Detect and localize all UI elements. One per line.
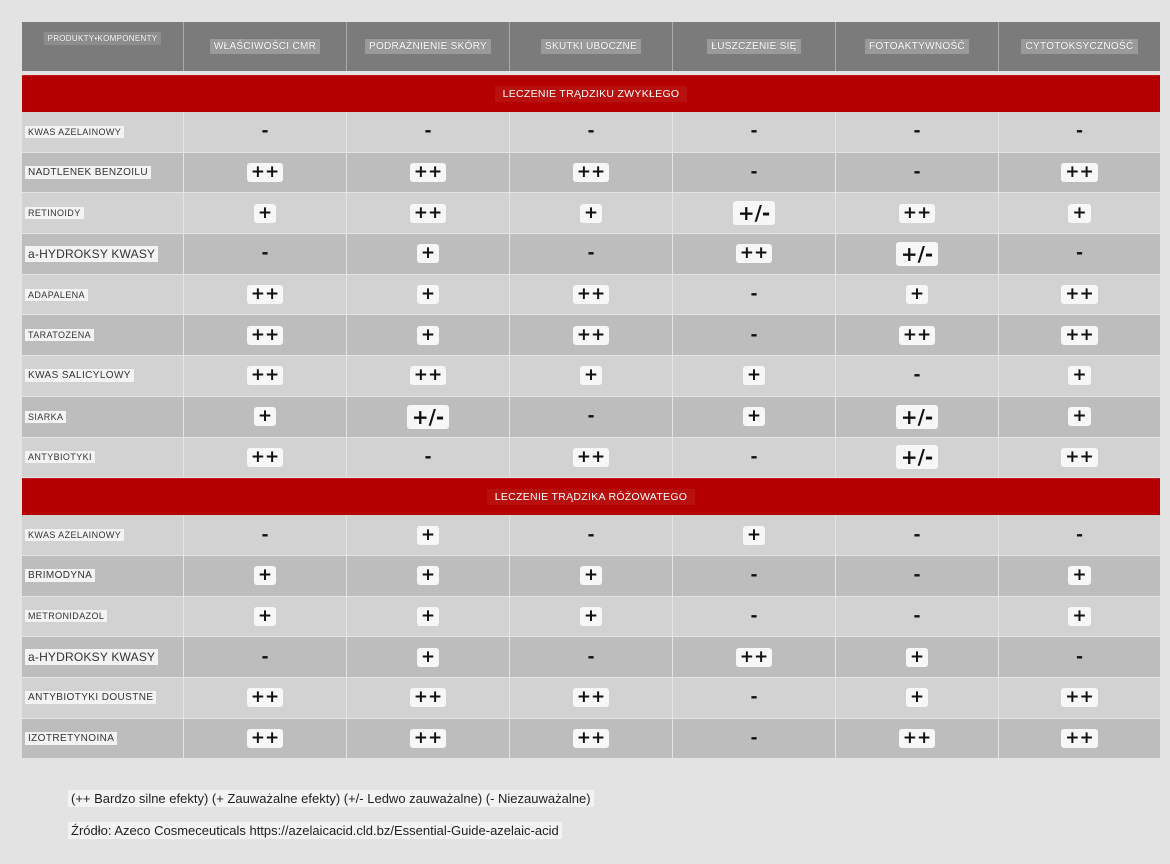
rating-cell <box>999 597 1160 637</box>
rating-cell <box>347 315 510 355</box>
rating-cell <box>347 193 510 233</box>
rating-cell <box>836 719 999 759</box>
rating-value: - <box>750 565 758 586</box>
rating-value: + <box>1068 566 1090 585</box>
table-row <box>22 356 1160 397</box>
rating-cell <box>673 275 836 315</box>
header-cell-products <box>22 22 184 71</box>
rating-value: +/- <box>896 445 938 469</box>
rating-value: - <box>913 121 921 142</box>
table-row <box>22 719 1160 760</box>
rating-value: + <box>580 566 602 585</box>
header-label: CYTOTOKSYCZNOŚĆ <box>1021 39 1137 54</box>
rating-value: + <box>417 566 439 585</box>
rating-cell <box>999 315 1160 355</box>
rating-value: ++ <box>247 326 284 345</box>
rating-cell <box>510 637 673 677</box>
rating-cell <box>347 597 510 637</box>
rating-value: ++ <box>410 729 447 748</box>
rating-value: - <box>1075 243 1084 264</box>
rating-value: + <box>417 648 439 667</box>
rating-value: ++ <box>899 204 936 223</box>
rating-cell <box>673 637 836 677</box>
rating-cell <box>673 597 836 637</box>
rating-cell <box>510 397 673 437</box>
rating-cell <box>347 397 510 437</box>
rating-value: ++ <box>247 163 284 182</box>
product-cell <box>22 597 184 637</box>
rating-cell <box>836 597 999 637</box>
rating-cell <box>184 637 347 677</box>
rating-value: ++ <box>899 326 936 345</box>
rating-cell <box>510 193 673 233</box>
rating-value: ++ <box>573 163 610 182</box>
rating-cell <box>836 234 999 274</box>
rating-value: - <box>913 365 921 386</box>
rating-value: ++ <box>247 285 284 304</box>
rating-cell <box>184 397 347 437</box>
rating-value: - <box>913 524 921 545</box>
rating-cell <box>673 515 836 555</box>
table-header-row <box>22 22 1160 71</box>
rating-value: + <box>1068 407 1090 426</box>
rating-value: - <box>750 121 758 142</box>
rating-cell <box>510 678 673 718</box>
rating-value: + <box>1068 607 1090 626</box>
rating-cell <box>347 556 510 596</box>
product-name: METRONIDAZOL <box>25 610 107 622</box>
product-name: SIARKA <box>25 411 66 423</box>
rating-cell <box>673 193 836 233</box>
rating-value: ++ <box>736 244 773 263</box>
rating-cell <box>999 193 1160 233</box>
rating-cell <box>999 356 1160 396</box>
product-name: TARATOZENA <box>25 329 94 341</box>
rating-value: - <box>587 406 595 427</box>
rating-cell <box>999 678 1160 718</box>
rating-cell <box>836 315 999 355</box>
rating-value: - <box>587 646 595 667</box>
rating-value: - <box>587 121 595 142</box>
rating-value: - <box>913 162 921 183</box>
rating-value: ++ <box>247 729 284 748</box>
rating-cell <box>999 275 1160 315</box>
rating-value: ++ <box>899 729 936 748</box>
rating-value: +/- <box>733 201 775 225</box>
product-name: RETINOIDY <box>25 207 84 219</box>
section-header <box>22 75 1160 112</box>
table-row <box>22 637 1160 678</box>
rating-value: ++ <box>410 688 447 707</box>
rating-value: ++ <box>1061 448 1098 467</box>
section-title: LECZENIE TRĄDZIKA RÓŻOWATEGO <box>487 489 696 505</box>
rating-value: + <box>417 326 439 345</box>
rating-cell <box>999 719 1160 759</box>
rating-value: - <box>1075 121 1084 142</box>
header-label: PRODUKTY•KOMPONENTY <box>44 32 162 45</box>
rating-cell <box>347 112 510 152</box>
rating-value: - <box>1075 646 1084 667</box>
rating-cell <box>184 438 347 478</box>
product-name: KWAS AZELAINOWY <box>25 126 124 138</box>
rating-value: ++ <box>1061 729 1098 748</box>
rating-cell <box>510 153 673 193</box>
product-cell <box>22 438 184 478</box>
rating-cell <box>510 556 673 596</box>
rating-value: ++ <box>410 204 447 223</box>
rating-value: +/- <box>896 242 938 266</box>
rating-cell <box>673 315 836 355</box>
product-name: KWAS SALICYLOWY <box>25 369 134 382</box>
rating-cell <box>184 597 347 637</box>
rating-cell <box>836 112 999 152</box>
rating-value: - <box>750 162 758 183</box>
rating-cell <box>673 556 836 596</box>
header-cell-irritation <box>347 22 510 71</box>
rating-cell <box>836 438 999 478</box>
rating-value: ++ <box>247 366 284 385</box>
rating-value: - <box>750 446 758 467</box>
rating-value: - <box>913 605 921 626</box>
product-name: BRIMODYNA <box>25 569 95 582</box>
rating-value: + <box>417 244 439 263</box>
rating-cell <box>184 234 347 274</box>
rating-value: + <box>254 607 276 626</box>
product-cell <box>22 678 184 718</box>
rating-cell <box>836 556 999 596</box>
rating-cell <box>836 515 999 555</box>
product-name: IZOTRETYNOINA <box>25 732 117 745</box>
rating-cell <box>184 356 347 396</box>
section-header <box>22 478 1160 515</box>
rating-cell <box>510 275 673 315</box>
table-row <box>22 315 1160 356</box>
rating-cell <box>999 153 1160 193</box>
product-cell <box>22 719 184 759</box>
header-cell-cytotoxicity <box>999 22 1160 71</box>
rating-value: ++ <box>247 448 284 467</box>
product-name: NADTLENEK BENZOILU <box>25 166 151 179</box>
header-cell-side-effects <box>510 22 673 71</box>
header-cell-photoactivity <box>836 22 999 71</box>
rating-value: - <box>750 284 758 305</box>
rating-value: ++ <box>573 285 610 304</box>
rating-cell <box>347 438 510 478</box>
rating-cell <box>673 719 836 759</box>
rating-value: ++ <box>410 163 447 182</box>
rating-cell <box>673 234 836 274</box>
rating-cell <box>347 275 510 315</box>
rating-cell <box>999 397 1160 437</box>
table-row <box>22 438 1160 479</box>
product-name: ANTYBIOTYKI DOUSTNE <box>25 691 156 704</box>
table-row <box>22 515 1160 556</box>
rating-cell <box>184 315 347 355</box>
rating-cell <box>510 438 673 478</box>
rating-cell <box>184 678 347 718</box>
product-cell <box>22 556 184 596</box>
rating-cell <box>510 356 673 396</box>
rating-value: + <box>254 204 276 223</box>
rating-cell <box>673 438 836 478</box>
rating-cell <box>347 719 510 759</box>
rating-cell <box>510 515 673 555</box>
rating-value: + <box>1068 204 1090 223</box>
table-row <box>22 112 1160 153</box>
source-text: Źródło: Azeco Cosmeceuticals https://azelaicacid.cld.bz/Essential-Guide-azelaic-acid <box>68 822 562 839</box>
rating-cell <box>510 234 673 274</box>
rating-cell <box>999 438 1160 478</box>
rating-value: + <box>417 285 439 304</box>
rating-value: - <box>587 243 595 264</box>
rating-cell <box>673 112 836 152</box>
header-cell-peeling <box>673 22 836 71</box>
rating-value: ++ <box>573 448 610 467</box>
rating-value: + <box>580 204 602 223</box>
table-row <box>22 275 1160 316</box>
rating-cell <box>184 515 347 555</box>
rating-value: ++ <box>736 648 773 667</box>
product-cell <box>22 397 184 437</box>
product-cell <box>22 356 184 396</box>
rating-value: - <box>261 121 269 142</box>
header-cell-cmr <box>184 22 347 71</box>
header-label: ŁUSZCZENIE SIĘ <box>707 39 800 54</box>
product-cell <box>22 275 184 315</box>
rating-cell <box>184 556 347 596</box>
table-row <box>22 678 1160 719</box>
product-cell <box>22 153 184 193</box>
rating-cell <box>999 112 1160 152</box>
rating-cell <box>347 153 510 193</box>
product-cell <box>22 193 184 233</box>
table-row <box>22 597 1160 638</box>
rating-cell <box>999 637 1160 677</box>
product-cell <box>22 637 184 677</box>
product-name: KWAS AZELAINOWY <box>25 529 124 541</box>
product-name: a-HYDROKSY KWASY <box>25 246 158 262</box>
rating-cell <box>836 153 999 193</box>
rating-cell <box>836 193 999 233</box>
rating-value: +/- <box>407 405 449 429</box>
rating-cell <box>347 515 510 555</box>
rating-cell <box>673 397 836 437</box>
rating-cell <box>836 356 999 396</box>
rating-cell <box>184 193 347 233</box>
legend-text: (++ Bardzo silne efekty) (+ Zauważalne efekty) (+/- Ledwo zauważalne) (- Niezauważalne) <box>68 790 594 807</box>
header-label: FOTOAKTYWNOŚĆ <box>865 39 969 54</box>
rating-cell <box>836 275 999 315</box>
rating-value: ++ <box>247 688 284 707</box>
rating-cell <box>347 637 510 677</box>
rating-value: - <box>424 121 432 142</box>
header-label: PODRAŻNIENIE SKÓRY <box>365 39 491 54</box>
table-row <box>22 153 1160 194</box>
rating-cell <box>184 112 347 152</box>
rating-cell <box>184 275 347 315</box>
rating-cell <box>347 234 510 274</box>
header-label: WŁAŚCIWOŚCI CMR <box>210 39 320 54</box>
rating-value: + <box>1068 366 1090 385</box>
rating-value: - <box>750 727 758 748</box>
rating-cell <box>999 556 1160 596</box>
rating-cell <box>999 515 1160 555</box>
product-cell <box>22 515 184 555</box>
rating-cell <box>347 678 510 718</box>
rating-cell <box>999 234 1160 274</box>
rating-value: + <box>580 366 602 385</box>
rating-value: + <box>906 285 928 304</box>
rating-value: - <box>1075 524 1084 545</box>
table-row <box>22 193 1160 234</box>
rating-cell <box>510 597 673 637</box>
rating-value: + <box>906 688 928 707</box>
section-title: LECZENIE TRĄDZIKU ZWYKŁEGO <box>495 86 688 102</box>
table-row <box>22 234 1160 275</box>
rating-value: + <box>743 407 765 426</box>
rating-value: + <box>417 526 439 545</box>
rating-value: - <box>750 324 758 345</box>
rating-value: + <box>254 566 276 585</box>
rating-value: ++ <box>1061 163 1098 182</box>
product-cell <box>22 315 184 355</box>
rating-value: - <box>261 243 269 264</box>
rating-value: + <box>743 366 765 385</box>
rating-cell <box>673 678 836 718</box>
product-name: a-HYDROKSY KWASY <box>25 649 158 665</box>
rating-value: - <box>261 646 269 667</box>
rating-cell <box>510 112 673 152</box>
rating-value: - <box>587 524 595 545</box>
rating-value: +/- <box>896 405 938 429</box>
rating-value: ++ <box>1061 688 1098 707</box>
rating-cell <box>673 356 836 396</box>
rating-value: ++ <box>1061 326 1098 345</box>
rating-value: - <box>424 446 432 467</box>
rating-value: ++ <box>573 326 610 345</box>
product-cell <box>22 112 184 152</box>
rating-value: - <box>750 687 758 708</box>
rating-value: ++ <box>573 688 610 707</box>
rating-value: ++ <box>410 366 447 385</box>
comparison-table <box>22 22 1160 759</box>
rating-cell <box>510 315 673 355</box>
header-label: SKUTKI UBOCZNE <box>541 39 641 54</box>
rating-value: + <box>743 526 765 545</box>
rating-value: + <box>254 407 276 426</box>
product-name: ANTYBIOTYKI <box>25 451 95 463</box>
rating-value: + <box>580 607 602 626</box>
table-body <box>22 75 1160 759</box>
product-cell <box>22 234 184 274</box>
table-row <box>22 397 1160 438</box>
rating-value: - <box>750 605 758 626</box>
rating-cell <box>836 637 999 677</box>
rating-value: + <box>417 607 439 626</box>
rating-value: ++ <box>573 729 610 748</box>
rating-value: - <box>913 565 921 586</box>
product-name: ADAPALENA <box>25 289 88 301</box>
rating-value: ++ <box>1061 285 1098 304</box>
rating-value: - <box>261 524 269 545</box>
rating-cell <box>836 397 999 437</box>
rating-cell <box>184 719 347 759</box>
rating-cell <box>673 153 836 193</box>
rating-cell <box>836 678 999 718</box>
rating-value: + <box>906 648 928 667</box>
table-row <box>22 556 1160 597</box>
rating-cell <box>347 356 510 396</box>
rating-cell <box>184 153 347 193</box>
rating-cell <box>510 719 673 759</box>
